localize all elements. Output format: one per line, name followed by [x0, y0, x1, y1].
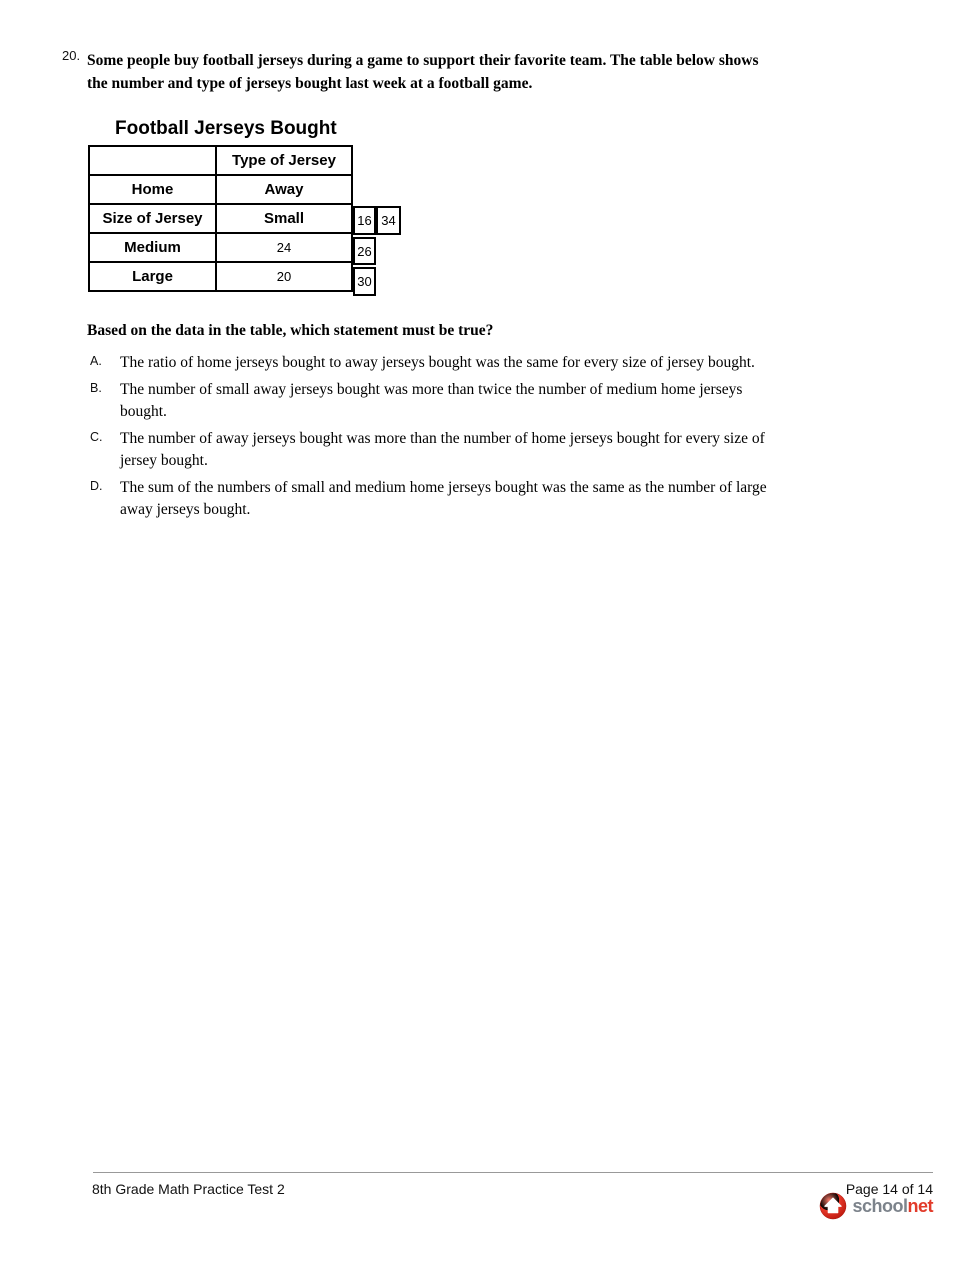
cell-small-val2: 34 [376, 206, 401, 235]
cell-large-val2: 30 [353, 267, 376, 296]
footer-test-title: 8th Grade Math Practice Test 2 [92, 1181, 285, 1197]
schoolnet-wordmark [852, 1196, 933, 1217]
table-row [89, 146, 352, 175]
option-a [90, 352, 780, 375]
option-d-label: D. [90, 478, 103, 493]
table-title: Football Jerseys Bought [115, 118, 337, 139]
footer-divider [93, 1172, 933, 1173]
option-b-text: The number of small away jerseys bought was more than twice the number of medium home jerseys bought. [120, 380, 743, 420]
cell-home: Home [89, 175, 216, 204]
option-c-label: C. [90, 429, 103, 444]
option-a-text: The ratio of home jerseys bought to away jerseys bought was the same for every size of jersey bought. [120, 354, 755, 371]
cell-away: Away [216, 175, 352, 204]
table-row [89, 175, 352, 204]
question-number: 20. [62, 48, 81, 63]
cell-medium-val1: 24 [216, 233, 352, 262]
cell-size-of-jersey: Size of Jersey [89, 204, 216, 233]
cell-medium-val2: 26 [353, 237, 376, 265]
table-row [89, 204, 352, 233]
cell-medium: Medium [89, 233, 216, 262]
question-stem: Some people buy football jerseys during a game to support their favorite team. The table below shows the number and type of jerseys bought last week at a football game. [87, 52, 759, 92]
cell-small-val1: 16 [353, 206, 376, 235]
options-list [90, 352, 780, 526]
option-b [90, 379, 780, 424]
schoolnet-house-icon [819, 1192, 847, 1220]
schoolnet-word-net: net [907, 1195, 933, 1216]
footer-page-indicator: Page 14 of 14 [845, 1181, 933, 1197]
cell-small: Small [216, 204, 352, 233]
option-b-label: B. [90, 380, 102, 395]
cell-blank [89, 146, 216, 175]
option-d-text: The sum of the numbers of small and medium home jerseys bought was the same as the number of large away jerseys bought. [120, 478, 767, 518]
cell-type-of-jersey: Type of Jersey [216, 146, 352, 175]
option-d [90, 477, 780, 522]
table-row [89, 262, 352, 291]
option-c-text: The number of away jerseys bought was more than the number of home jerseys bought for every size of jersey bought. [120, 429, 765, 469]
jersey-table [88, 145, 353, 292]
cell-large: Large [89, 262, 216, 291]
schoolnet-logo [819, 1192, 933, 1220]
schoolnet-word-school: school [852, 1195, 908, 1216]
option-c [90, 428, 780, 473]
cell-large-val1: 20 [216, 262, 352, 291]
jersey-table-block [88, 118, 396, 292]
jersey-table-wrap [88, 145, 396, 292]
question-prompt: Based on the data in the table, which statement must be true? [87, 322, 494, 339]
option-a-label: A. [90, 354, 102, 368]
table-row [89, 233, 352, 262]
